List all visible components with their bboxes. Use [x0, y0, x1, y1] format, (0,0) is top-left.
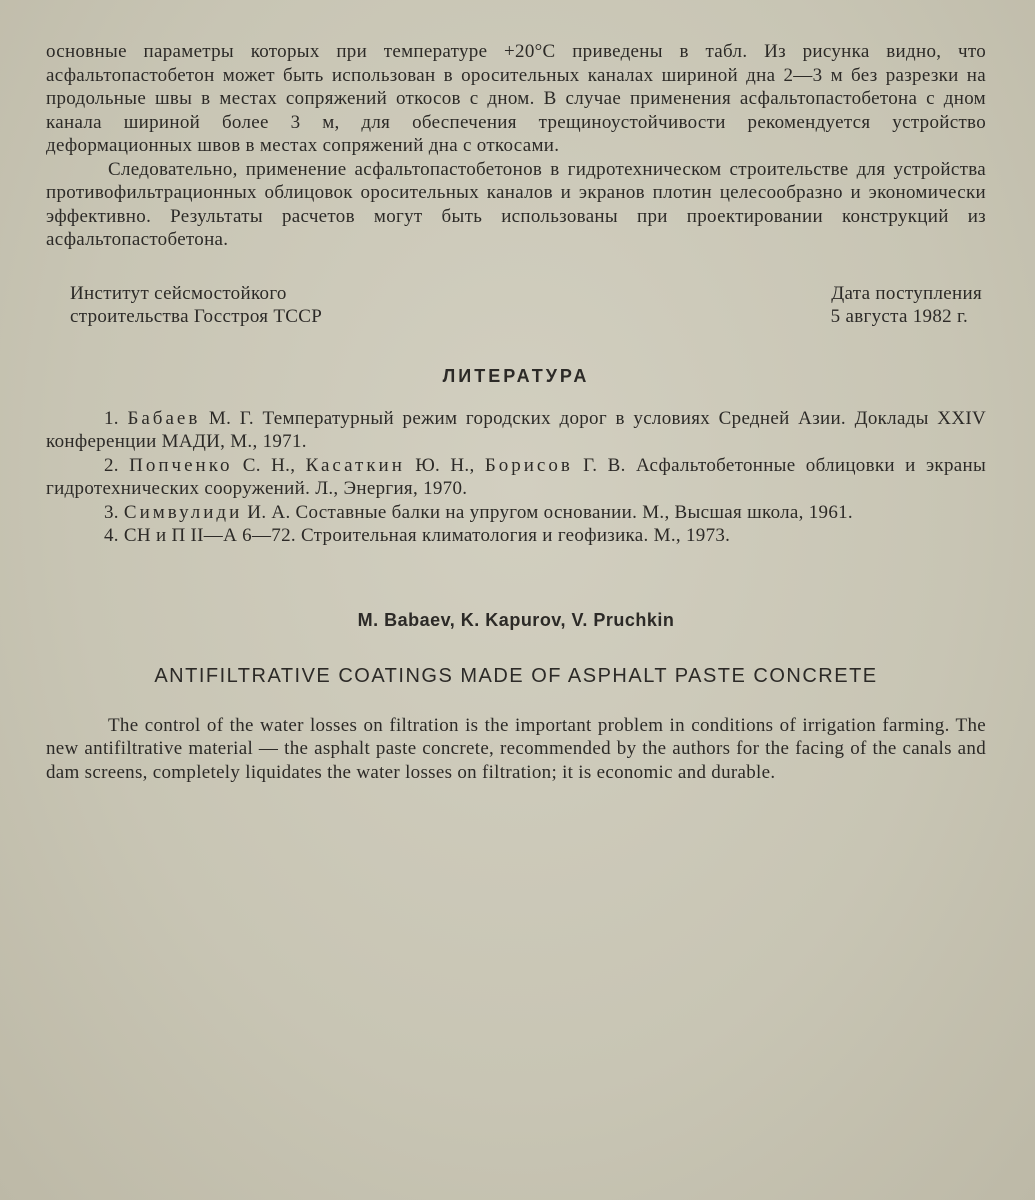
english-abstract: The control of the water losses on filtration is the important problem in conditions of irrigation farming. The new antifiltrative material — the asphalt paste concrete, recommended by the authors for the facing of the canals and dam screens, completely liquidates the water losses on filtration; it is economic and durable. — [46, 714, 986, 783]
reference-item — [46, 501, 986, 525]
received-date-block — [831, 282, 986, 328]
literature-heading: ЛИТЕРАТУРА — [442, 365, 590, 386]
body-paragraph-2: Следовательно, применение асфальтопастобетонов в гидротехническом строительстве для устройства противофильтрационных облицовок оросительных каналов и экранов плотин целесообразно и экономически эффективно. Результаты расчетов могут быть использованы при проектировании конструкций из асфальтопастобетона. — [46, 158, 986, 250]
reference-author: Касаткин — [305, 454, 405, 476]
body-paragraph-1: основные параметры которых при температуре +20°С приведены в табл. Из рисунка видно, что асфальтопастобетон может быть использован в оросительных каналах шириной дна 2—3 м без разрезки на продольные швы в местах сопряжений откосов с дном. В случае применения асфальтопастобетона с дном канала шириной более 3 м, для обеспечения трещиноустойчивости рекомендуется устройство деформационных швов в местах сопряжений дна с откосами. — [46, 41, 986, 156]
reference-author: Бабаев — [127, 407, 201, 429]
reference-number: 4. — [104, 525, 124, 546]
affiliation-row — [46, 282, 986, 328]
reference-text: С. Н., — [232, 454, 306, 476]
english-authors: M. Babaev, K. Kapurov, V. Pruchkin — [357, 609, 675, 630]
reference-author: Борисов — [484, 454, 573, 476]
reference-text: СН и П II—А 6—72. Строительная климатология и геофизика. М., 1973. — [123, 525, 731, 546]
received-label: Дата поступления — [831, 282, 982, 304]
reference-item — [46, 407, 986, 454]
page — [46, 40, 986, 784]
received-date: 5 августа 1982 г. — [830, 305, 968, 327]
reference-item — [46, 454, 986, 501]
english-title: ANTIFILTRATIVE COATINGS MADE OF ASPHALT PASTE CONCRETE — [154, 664, 878, 687]
reference-number: 2. — [104, 454, 130, 476]
reference-number: 3. — [104, 501, 124, 523]
reference-author: Попченко — [129, 454, 233, 476]
reference-number: 1. — [104, 407, 128, 429]
reference-text: Г. В. Асфальтобетонные облицовки и экраны гидротехнических сооружений. Л., Энергия, 1970. — [46, 454, 987, 499]
reference-text: Ю. Н., — [404, 454, 485, 476]
institution-block — [46, 282, 322, 328]
reference-item — [46, 524, 986, 548]
reference-text: М. Г. Температурный режим городских дорог в условиях Средней Азии. Доклады XXIV конференции МАДИ, М., 1971. — [46, 407, 986, 452]
institution-line-2: строительства Госстроя ТССР — [70, 305, 323, 327]
reference-text: И. А. Составные балки на упругом основании. М., Высшая школа, 1961. — [242, 501, 853, 523]
reference-list — [46, 407, 986, 548]
institution-line-1: Институт сейсмостойкого — [70, 282, 287, 304]
reference-author: Симвулиди — [123, 501, 243, 523]
